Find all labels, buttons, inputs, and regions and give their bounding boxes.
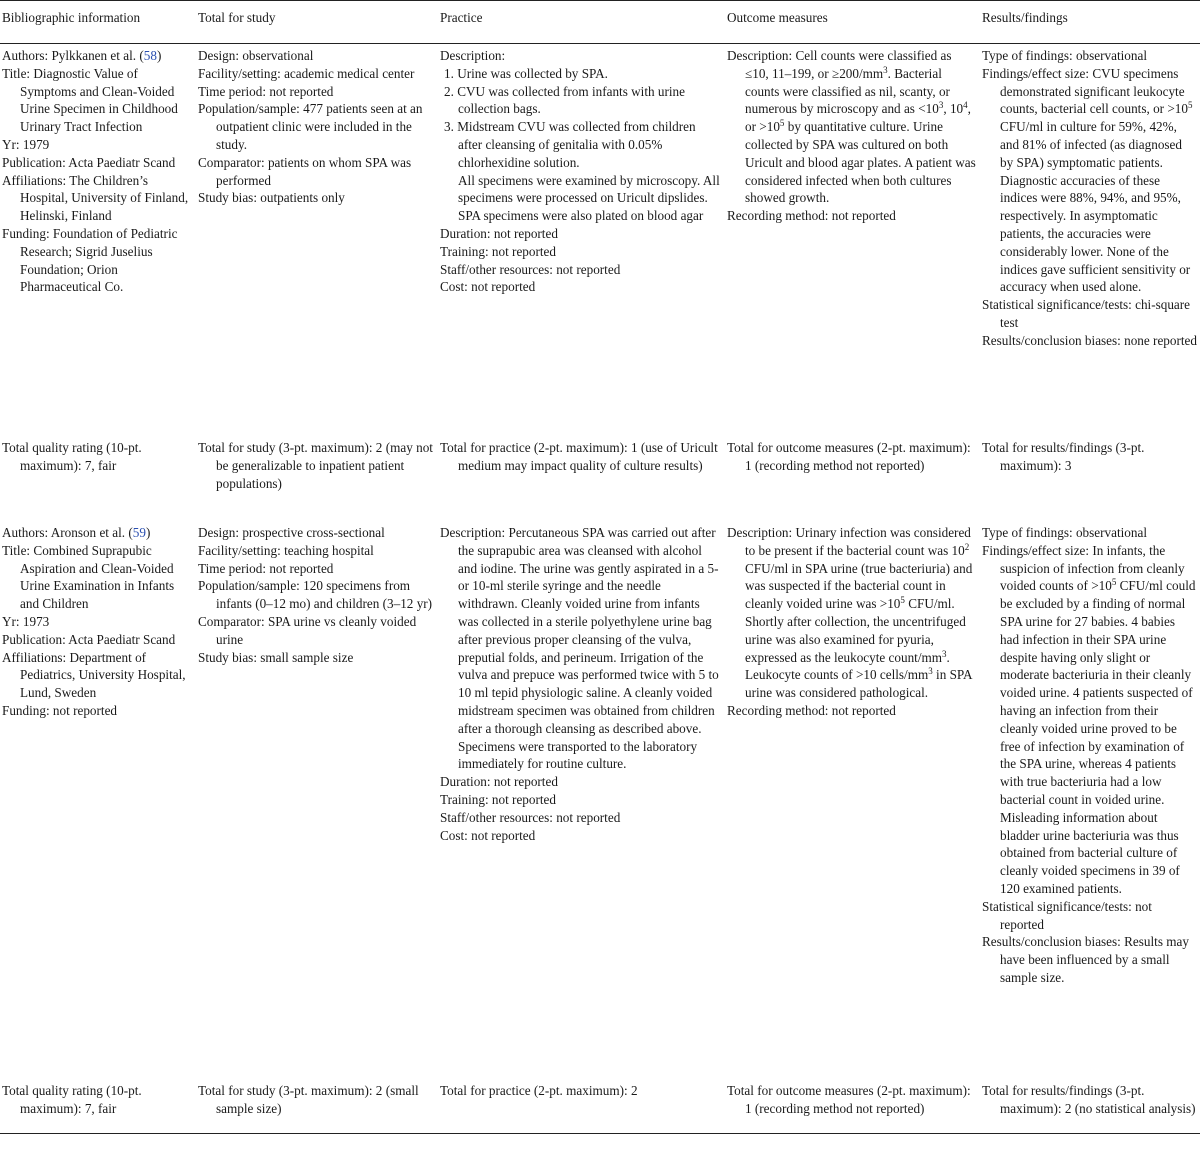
publication: Publication: Acta Paediatr Scand bbox=[2, 154, 176, 170]
training: Training: not reported bbox=[440, 791, 556, 807]
type-of-findings: Type of findings: observational bbox=[982, 48, 1147, 63]
reference-link[interactable]: 58 bbox=[143, 48, 157, 63]
comparator: Comparator: patients on whom SPA was performed bbox=[198, 154, 412, 188]
year: Yr: 1979 bbox=[2, 136, 50, 152]
study-bias: Study bias: outpatients only bbox=[198, 190, 345, 206]
population: Population/sample: 120 specimens from infants (0–12 mo) and children (3–12 yr) bbox=[198, 578, 433, 612]
cost: Cost: not reported bbox=[440, 279, 536, 295]
total-outcome: Total for outcome measures (2-pt. maximum): 1 (recording method not reported) bbox=[727, 440, 971, 473]
staff: Staff/other resources: not reported bbox=[440, 261, 621, 277]
table-row-totals-1 bbox=[0, 439, 1200, 521]
table-body bbox=[0, 44, 1200, 1134]
duration: Duration: not reported bbox=[440, 225, 558, 241]
cell-outcome bbox=[725, 44, 980, 440]
header-practice: Practice bbox=[438, 1, 725, 44]
total-practice: Total for practice (2-pt. maximum): 2 bbox=[438, 1082, 725, 1134]
statistical-tests: Statistical significance/tests: chi-square test bbox=[982, 297, 1191, 330]
training: Training: not reported bbox=[440, 243, 556, 259]
cell-study bbox=[196, 521, 438, 1082]
recording-method: Recording method: not reported bbox=[727, 208, 896, 224]
study-bias: Study bias: small sample size bbox=[198, 649, 354, 665]
facility: Facility/setting: academic medical center bbox=[198, 65, 415, 81]
facility: Facility/setting: teaching hospital bbox=[198, 542, 374, 558]
title: Title: Diagnostic Value of Symptoms and Clean-Voided Urine Specimen in Childhood Urinary Tract Infection bbox=[2, 65, 178, 135]
cell-bibliographic bbox=[0, 44, 196, 440]
findings: Findings/effect size: In infants, the suspicion of infection from cleanly voided counts of $>10^5$ CFU/ml could be excluded by a finding of normal SPA urine for 27 babies. 4 babies had infection in their SPA urine despite having only slight or moderate bacteriuria in their cleanly voided urine. 4 patients suspected of having an infection from their cleanly voided urine proved to be free of infection by examination of the SPA urine, whereas 4 patients with true bacteriuria had a low bacterial count in voided urine. Misleading information about bladder urine bacteriuria was thus obtained from bacterial culture of cleanly voided specimens in 39 of 120 examined patients. bbox=[982, 542, 1196, 896]
total-results: Total for results/findings (3-pt. maximum): 2 (no statistical analysis) bbox=[980, 1082, 1200, 1134]
outcome-description: Description: Urinary infection was considered to be present if the bacterial count was $10^2$ CFU/ml in SPA urine (true bacteriuria) and was suspected if the bacterial count in cleanly voided urine was $>10^5$ CFU/ml. Shortly after collection, the uncentrifuged urine was also examined for pyuria, expressed as the leukocyte count/$mm^3$. Leukocyte counts of >10 cells/$mm^3$ in SPA urine was considered pathological. bbox=[727, 525, 973, 701]
total-study: Total for study (3-pt. maximum): 2 (may not be generalizable to inpatient patient populations) bbox=[198, 440, 433, 491]
total-outcome: Total for outcome measures (2-pt. maximum): 1 (recording method not reported) bbox=[725, 1082, 980, 1134]
practice-description: Description: Percutaneous SPA was carried out after the suprapubic area was cleansed with alcohol and iodine. The urine was gently aspirated in a 5- or 10-ml sterile syringe and the needle withdrawn. Cleanly voided urine from infants was collected in a sterile polyethylene urine bag after previous proper cleansing of the vulva, preputial folds, and perineum. Irrigation of the vulva and prepuce was performed twice with 5 to 10 ml tepid physiologic saline. A cleanly voided midstream specimen was obtained from children after a thorough cleansing as described above. Specimens were transported to the laboratory immediately for routine culture. bbox=[440, 525, 719, 772]
header-outcome-measures: Outcome measures bbox=[725, 1, 980, 44]
header-row bbox=[0, 1, 1200, 44]
list-item: 3. Midstream CVU was collected from children after cleansing of genitalia with 0.05% chlorhexidine solution. bbox=[444, 119, 696, 170]
authors: Authors: Pylkkanen et al. (58) bbox=[2, 48, 162, 63]
funding: Funding: not reported bbox=[2, 702, 118, 718]
recording-method: Recording method: not reported bbox=[727, 702, 896, 718]
results-biases: Results/conclusion biases: none reported bbox=[982, 332, 1197, 348]
cell-outcome bbox=[725, 521, 980, 1082]
cell-results bbox=[980, 521, 1200, 1082]
time-period: Time period: not reported bbox=[198, 83, 334, 99]
findings: Findings/effect size: CVU specimens demonstrated significant leukocyte counts, bacterial cell counts, or $>10^5$ CFU/ml in culture for 59%, 42%, and 81% of infected (as diagnosed by SPA) symptomatic patients. Diagnostic accuracies of these indices were 88%, 94%, and 95%, respectively. In asymptomatic patients, the accuracies were considerably lower. None of the indices gave sufficient sensitivity or accuracy when used alone. bbox=[982, 65, 1193, 295]
affiliations: Affiliations: Department of Pediatrics, University Hospital, Lund, Sweden bbox=[2, 649, 186, 701]
duration: Duration: not reported bbox=[440, 774, 558, 790]
comparator: Comparator: SPA urine vs cleanly voided urine bbox=[198, 613, 417, 647]
results-biases: Results/conclusion biases: Results may have been influenced by a small sample size. bbox=[982, 934, 1189, 985]
publication: Publication: Acta Paediatr Scand bbox=[2, 631, 176, 647]
header-bibliographic: Bibliographic information bbox=[0, 1, 196, 44]
table-row-study-2 bbox=[0, 521, 1200, 1082]
cell-study bbox=[196, 44, 438, 440]
design: Design: prospective cross-sectional bbox=[198, 525, 385, 540]
cell-results bbox=[980, 44, 1200, 440]
time-period: Time period: not reported bbox=[198, 560, 334, 576]
list-continuation: All specimens were examined by microscopy. All specimens were processed on Uricult dipslides. SPA specimens were also plated on blood agar bbox=[458, 172, 720, 224]
list-item: 2. CVU was collected from infants with urine collection bags. bbox=[444, 83, 685, 117]
reference-link[interactable]: 59 bbox=[132, 525, 146, 540]
header-total-for-study: Total for study bbox=[196, 1, 438, 44]
population: Population/sample: 477 patients seen at an outpatient clinic were included in the study. bbox=[198, 101, 423, 152]
statistical-tests: Statistical significance/tests: not reported bbox=[982, 898, 1152, 932]
design: Design: observational bbox=[198, 48, 314, 63]
total-results: Total for results/findings (3-pt. maximum): 3 bbox=[982, 440, 1145, 473]
total-study: Total for study (3-pt. maximum): 2 (small sample size) bbox=[196, 1082, 438, 1134]
outcome-description: Description: Cell counts were classified as ≤10, 11–199, or $\ge 200/mm^3$. Bacterial counts were classified as nil, scanty, or numerous by microscopy and as $<10^3$, $10^4$, or $>10^5$ by quantitative culture. Urine collected by SPA was cultured on both Uricult and blood agar plates. A patient was considered infected when both cultures showed growth. bbox=[727, 48, 976, 206]
table-row-totals-2 bbox=[0, 1082, 1200, 1134]
funding: Funding: Foundation of Pediatric Research; Sigrid Juselius Foundation; Orion Pharmaceutical Co. bbox=[2, 225, 178, 295]
cell-bibliographic bbox=[0, 521, 196, 1082]
list-item: 1. Urine was collected by SPA. bbox=[444, 65, 608, 81]
total-quality: Total quality rating (10-pt. maximum): 7, fair bbox=[2, 440, 142, 473]
authors: Authors: Aronson et al. (59) bbox=[2, 525, 151, 540]
header-results-findings: Results/findings bbox=[980, 1, 1200, 44]
title: Title: Combined Suprapubic Aspiration and Clean-Voided Urine Examination in Infants and Children bbox=[2, 542, 175, 612]
table-row-study-1 bbox=[0, 44, 1200, 440]
year: Yr: 1973 bbox=[2, 613, 50, 629]
practice-description-label: Description: bbox=[440, 48, 506, 63]
cost: Cost: not reported bbox=[440, 827, 536, 843]
total-practice: Total for practice (2-pt. maximum): 1 (use of Uricult medium may impact quality of culture results) bbox=[440, 440, 718, 473]
table-header bbox=[0, 1, 1200, 44]
type-of-findings: Type of findings: observational bbox=[982, 525, 1147, 540]
affiliations: Affiliations: The Children’s Hospital, University of Finland, Helinski, Finland bbox=[2, 172, 189, 224]
staff: Staff/other resources: not reported bbox=[440, 809, 621, 825]
cell-practice bbox=[438, 521, 725, 1082]
cell-practice bbox=[438, 44, 725, 440]
total-quality: Total quality rating (10-pt. maximum): 7, fair bbox=[0, 1082, 196, 1134]
